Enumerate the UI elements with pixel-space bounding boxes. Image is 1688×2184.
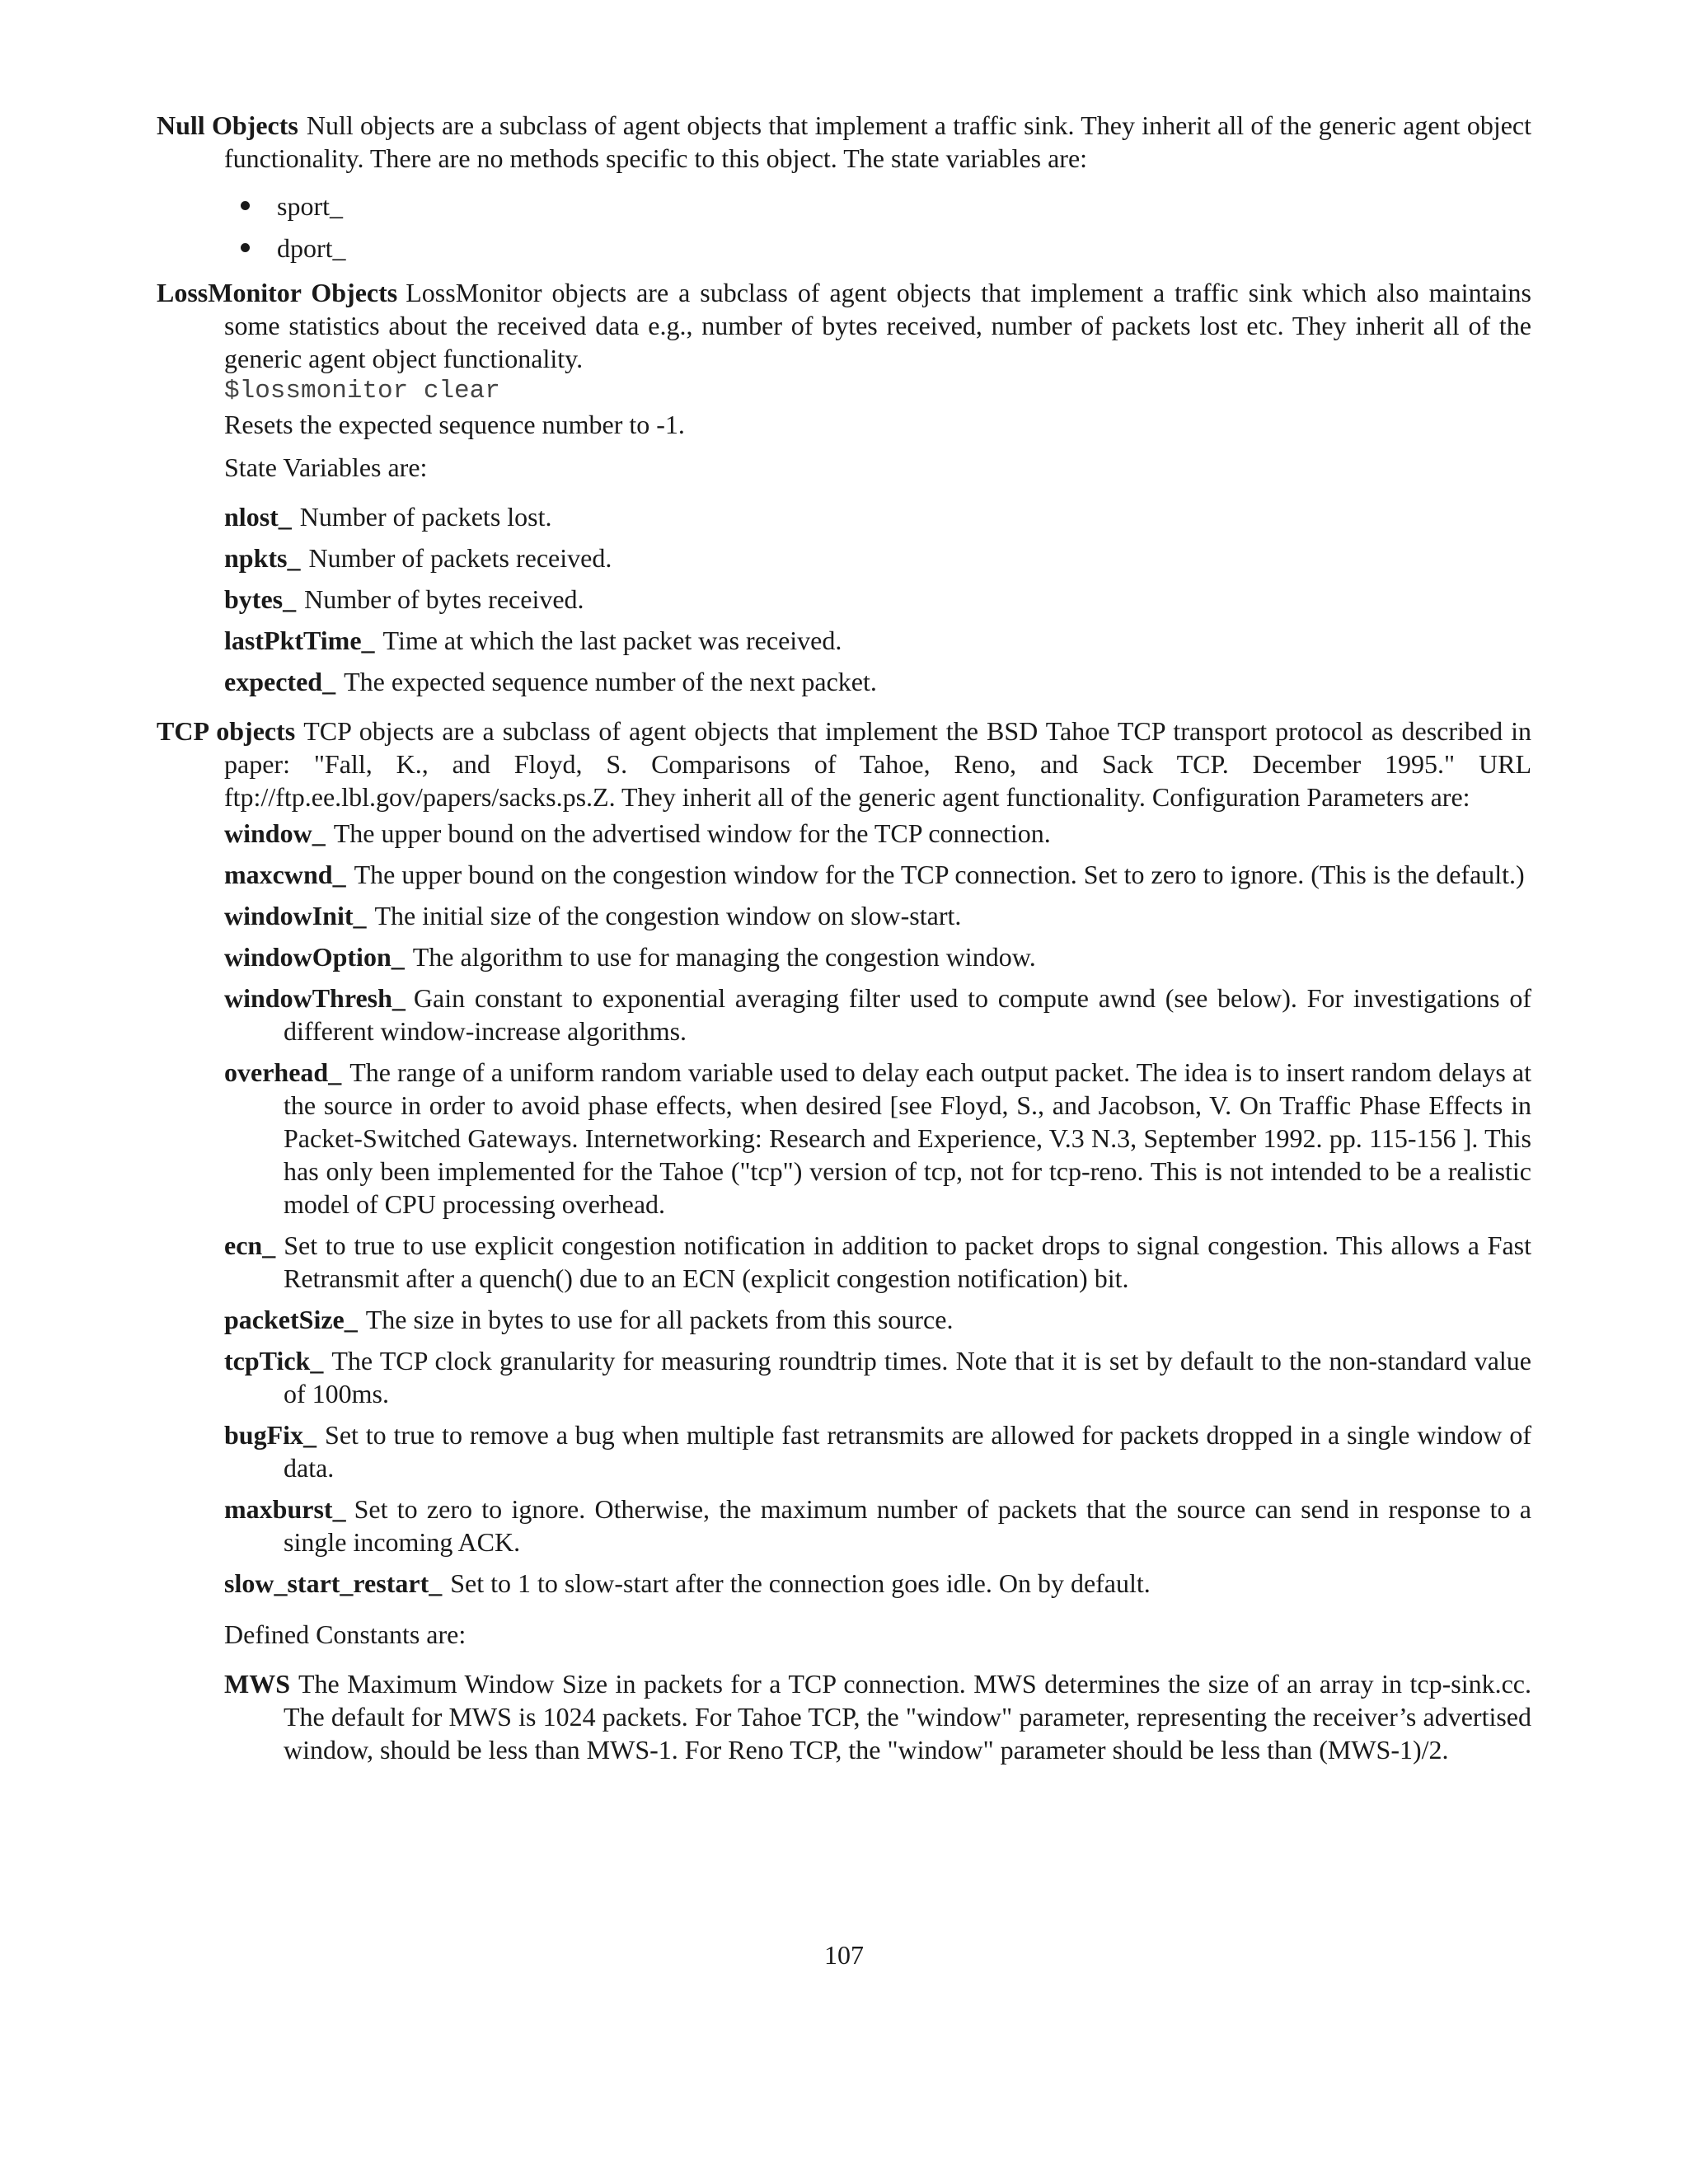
state-variable-item (224, 500, 1531, 533)
list-item: dport_ (224, 232, 1531, 265)
code-description: Resets the expected sequence number to -1. (224, 410, 685, 439)
definition-term: bugFix_ (224, 1420, 317, 1450)
entry-term: LossMonitor Objects (157, 278, 398, 307)
config-param-item (224, 817, 1531, 850)
loss-monitor-entry (157, 276, 1531, 375)
definition-text: Set to 1 to slow-start after the connection goes idle. On by default. (450, 1568, 1151, 1598)
definition-term: packetSize_ (224, 1305, 358, 1334)
definition-term: lastPktTime_ (224, 626, 375, 655)
definition-term: tcpTick_ (224, 1346, 324, 1376)
loss-monitor-body (157, 375, 1531, 698)
definition-term: slow_start_restart_ (224, 1568, 443, 1598)
state-variable-item (224, 583, 1531, 616)
config-param-item (224, 982, 1531, 1047)
definition-text: Number of bytes received. (304, 584, 584, 614)
definition-text: The upper bound on the advertised window for the TCP connection. (333, 818, 1051, 848)
config-param-item (224, 899, 1531, 932)
tcp-objects-body (157, 817, 1531, 1766)
definition-text: Set to zero to ignore. Otherwise, the maximum number of packets that the source can send in response to a single incoming ACK. (284, 1494, 1531, 1557)
definition-term: window_ (224, 818, 326, 848)
definition-term: overhead_ (224, 1057, 342, 1087)
entry-term: Null Objects (157, 110, 298, 140)
definition-text: The TCP clock granularity for measuring roundtrip times. Note that it is set by default to the non-standard value of 100ms. (284, 1346, 1531, 1408)
state-variable-item (224, 541, 1531, 574)
definition-term: ecn_ (224, 1230, 276, 1260)
definition-text: The Maximum Window Size in packets for a TCP connection. MWS determines the size of an array in tcp-sink.cc. The default for MWS is 1024 packets. For Tahoe TCP, the "window" parameter, representing the receiver’s advertised window, should be less than MWS-1. For Reno TCP, the "window" parameter should be less than (MWS-1)/2. (284, 1669, 1531, 1765)
definition-term: expected_ (224, 667, 336, 696)
definition-text: The range of a uniform random variable used to delay each output packet. The idea is to insert random delays at the source in order to avoid phase effects, when desired [see Floyd, S., and Jacobson, V. On Traffic Phase Effects in Packet-Switched Gateways. Internetworking: Research and Experience, V.3 N.3, September 1992. pp. 115-156 ]. This has only been implemented for the Tahoe ("tcp") version of tcp, not for tcp-reno. This is not intended to be a realistic model of CPU processing overhead. (284, 1057, 1531, 1219)
definition-term: npkts_ (224, 543, 301, 573)
tcp-objects-entry (157, 715, 1531, 813)
config-param-item (224, 1229, 1531, 1295)
definition-text: The size in bytes to use for all packets from this source. (365, 1305, 954, 1334)
constants-heading: Defined Constants are: (224, 1619, 467, 1649)
definition-term: windowThresh_ (224, 983, 406, 1013)
loss-monitor-vars (224, 500, 1531, 698)
definition-text: Time at which the last packet was received. (382, 626, 842, 655)
definition-text: The initial size of the congestion window on slow-start. (374, 901, 962, 930)
definition-text: The expected sequence number of the next packet. (344, 667, 877, 696)
entry-term: TCP objects (157, 716, 296, 746)
config-param-item (224, 1418, 1531, 1484)
null-objects-entry (157, 109, 1531, 175)
constant-item (224, 1667, 1531, 1766)
config-param-item (224, 1056, 1531, 1221)
definition-term: maxburst_ (224, 1494, 346, 1524)
config-param-item (224, 940, 1531, 973)
entry-text: Null objects are a subclass of agent objects that implement a traffic sink. They inherit all of the generic agent object functionality. There are no methods specific to this object. The state variables are: (224, 110, 1532, 173)
definition-text: Number of packets received. (308, 543, 612, 573)
config-param-item (224, 858, 1531, 891)
code-line: $lossmonitor clear (224, 377, 500, 405)
config-param-item (224, 1303, 1531, 1336)
null-objects-state-vars (224, 190, 1531, 265)
page-number: 107 (824, 1940, 864, 1970)
tcp-params (224, 817, 1531, 1600)
definition-term: windowOption_ (224, 942, 405, 972)
definition-term: MWS (224, 1669, 290, 1699)
definition-text: The algorithm to use for managing the congestion window. (412, 942, 1036, 972)
state-vars-heading: State Variables are: (224, 452, 428, 482)
definition-term: bytes_ (224, 584, 297, 614)
state-variable-item (224, 624, 1531, 657)
config-param-item (224, 1344, 1531, 1410)
tcp-constants (224, 1667, 1531, 1766)
config-param-item (224, 1567, 1531, 1600)
entry-text: TCP objects are a subclass of agent objects that implement the BSD Tahoe TCP transport protocol as described in paper: "Fall, K., and Floyd, S. Comparisons of Tahoe, Reno, and Sack TCP. December 1995." URL ftp://ftp.ee.lbl.gov/papers/sacks.ps.Z. They inherit all of the generic agent functionality. Configuration Parameters are: (224, 716, 1532, 812)
list-item: sport_ (224, 190, 1531, 223)
definition-term: nlost_ (224, 502, 292, 532)
definition-text: Number of packets lost. (299, 502, 552, 532)
state-variable-item (224, 665, 1531, 698)
config-param-item (224, 1493, 1531, 1558)
definition-text: Gain constant to exponential averaging filter used to compute awnd (see below). For investigations of different window-increase algorithms. (284, 983, 1531, 1046)
definition-text: Set to true to use explicit congestion notification in addition to packet drops to signal congestion. This allows a Fast Retransmit after a quench() due to an ECN (explicit congestion notification) bit. (284, 1230, 1531, 1293)
definition-text: The upper bound on the congestion window for the TCP connection. Set to zero to ignore. (This is the default.) (354, 860, 1525, 889)
definition-term: maxcwnd_ (224, 860, 346, 889)
entry-text: LossMonitor objects are a subclass of agent objects that implement a traffic sink which also maintains some statistics about the received data e.g., number of bytes received, number of packets lost etc. They inherit all of the generic agent object functionality. (224, 278, 1532, 373)
definition-text: Set to true to remove a bug when multiple fast retransmits are allowed for packets dropped in a single window of data. (284, 1420, 1531, 1483)
definition-term: windowInit_ (224, 901, 367, 930)
